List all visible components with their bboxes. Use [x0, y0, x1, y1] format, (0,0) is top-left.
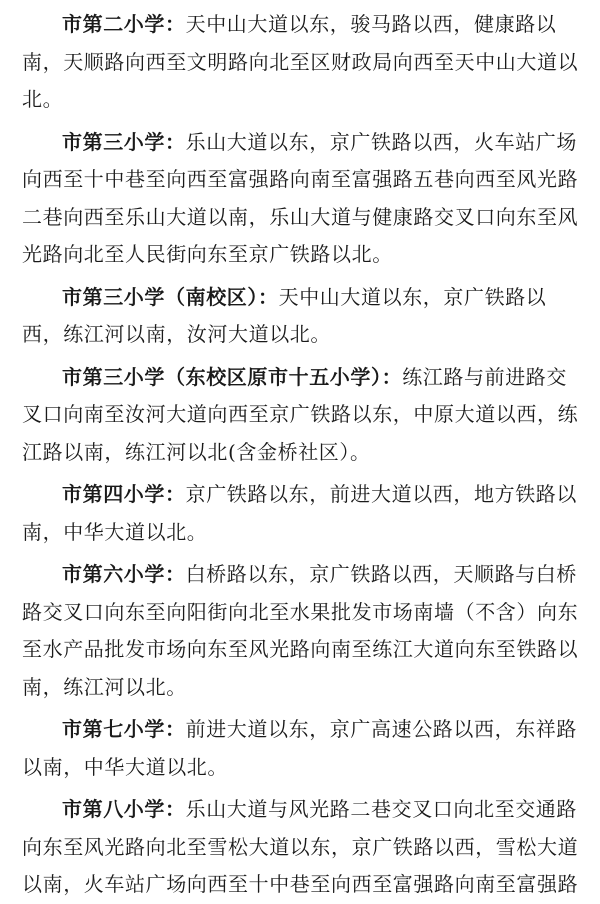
entry-school-3: [22, 124, 582, 274]
district-description: 天中山大道以东，京广铁路以西，练江河以南，汝河大道以北。: [22, 284, 547, 346]
district-description: 京广铁路以东，前进大道以西，地方铁路以南，中华大道以北。: [22, 482, 578, 544]
school-name: 市第四小学：: [62, 482, 186, 506]
district-description: 乐山大道与风光路二巷交叉口向北至交通路向东至风光路向北至雪松大道以东，京广铁路以西，雪松大道以南，火车站广场向西至十中巷至向西至富强路向南至富强路: [22, 797, 579, 896]
document-body: [22, 0, 582, 904]
entry-school-2: [22, 6, 582, 119]
district-description: 乐山大道以东，京广铁路以西，火车站广场向西至十中巷至向西至富强路向南至富强路五巷向西至风光路二巷向西至乐山大道以南，乐山大道与健康路交叉口向东至风光路向北至人民街向东至京广铁路以北。: [22, 129, 579, 266]
entry-school-8: [22, 791, 582, 904]
district-description: 白桥路以东，京广铁路以西，天顺路与白桥路交叉口向东至向阳街向北至水果批发市场南墙（不含）向东至水产品批发市场向东至风光路向南至练江大道向东至铁路以南，练江河以北。: [22, 562, 579, 699]
entry-school-7: [22, 711, 582, 786]
entry-school-3-east: [22, 359, 582, 472]
entry-school-4: [22, 476, 582, 551]
district-description: 天中山大道以东，骏马路以西，健康路以南，天顺路向西至文明路向北至区财政局向西至天中山大道以北。: [22, 12, 579, 111]
school-name: 市第八小学：: [62, 797, 186, 821]
school-name: 市第三小学（东校区原市十五小学）：: [62, 364, 403, 389]
school-name: 市第二小学：: [62, 12, 186, 36]
district-description: 前进大道以东，京广高速公路以西，东祥路以南，中华大道以北。: [22, 717, 578, 779]
school-name: 市第三小学（南校区）：: [62, 284, 279, 309]
entry-school-3-south: [22, 279, 582, 354]
district-description: 练江路与前进路交叉口向南至汝河大道向西至京广铁路以东，中原大道以西，练江路以南，练江河以北(含金桥社区）。: [22, 364, 579, 464]
school-name: 市第三小学：: [62, 129, 186, 154]
entry-school-6: [22, 556, 582, 706]
school-name: 市第七小学：: [62, 717, 186, 741]
school-name: 市第六小学：: [62, 562, 186, 586]
